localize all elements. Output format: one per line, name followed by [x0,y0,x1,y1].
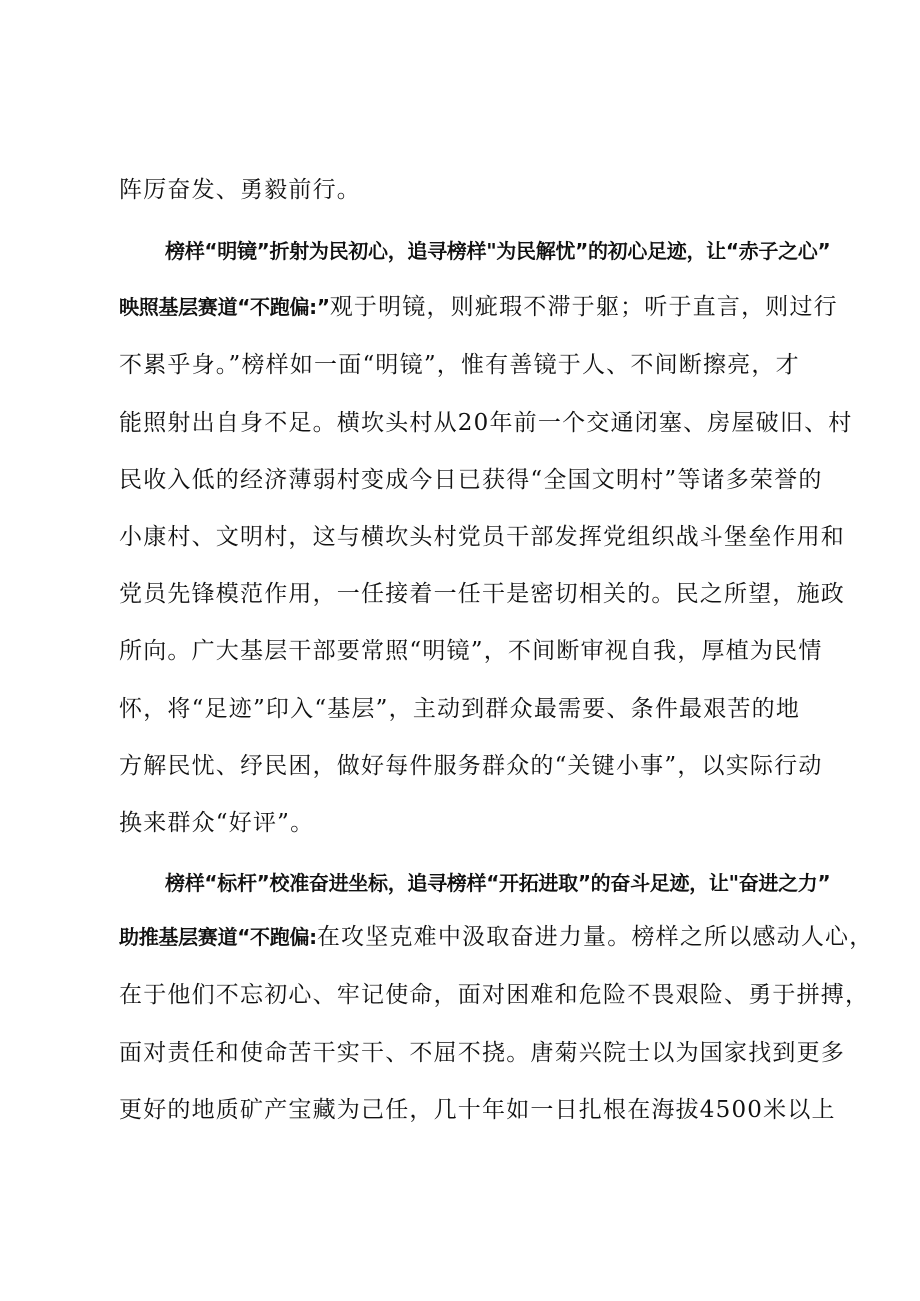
paragraph-1-line-4: 能照射出自身不足。横坎头村从20年前一个交通闭塞、房屋破旧、村 [119,410,853,436]
paragraph-1-line-2-text: 观于明镜，则疵瑕不滞于躯；听于直言，则过行 [329,294,838,320]
paragraph-2-line-2 [119,922,874,952]
paragraph-1-line-5: 民收入低的经济薄弱村变成今日已获得“全国文明村”等诸多荣誉的 [119,467,823,493]
paragraph-2-line-2-text: 在攻坚克难中汲取奋进力量。榜样之所以感动人心， [316,924,874,950]
paragraph-1-line-8: 所向。广大基层干部要常照“明镜”，不间断审视自我，厚植为民情 [119,638,823,664]
paragraph-1-heading-tail: 映照基层赛道“不跑偏:” [119,295,330,319]
paragraph-1-line-3: 不累乎身。”榜样如一面“明镜”，惟有善镜于人、不间断擦亮，才 [119,352,800,378]
paragraph-2-line-4: 面对责任和使命苦干实干、不屈不挠。唐菊兴院士以为国家找到更多 [119,1040,845,1066]
paragraph-1-line-2 [119,292,838,322]
paragraph-2-heading-line: 榜样“标杆”校准奋进坐标，追寻榜样“开拓进取”的奋斗足迹，让"奋进之力” [165,871,831,895]
paragraph-0-line-1: 阵厉奋发、勇毅前行。 [119,177,361,203]
paragraph-1-line-10: 方解民忧、纾民困，做好每件服务群众的“关键小事”，以实际行动 [119,753,823,779]
paragraph-2-line-3: 在于他们不忘初心、牢记使命，面对困难和危险不畏艰险、勇于拼搏， [119,982,870,1008]
paragraph-1-line-6: 小康村、文明村，这与横坎头村党员干部发挥党组织战斗堡垒作用和 [119,524,845,550]
paragraph-2-heading-tail: 助推基层赛道“不跑偏: [119,925,317,949]
paragraph-1-heading-line: 榜样“明镜”折射为民初心，追寻榜样"为民解忧”的初心足迹，让“赤子之心” [165,239,831,263]
paragraph-2-line-5: 更好的地质矿产宝藏为己任，几十年如一日扎根在海拔4500米以上 [119,1097,836,1123]
paragraph-1-line-11: 换来群众“好评”。 [119,810,315,836]
paragraph-1-line-7: 党员先锋模范作用，一任接着一任干是密切相关的。民之所望，施政 [119,581,845,607]
paragraph-1-line-9: 怀，将“足迹”印入“基层”，主动到群众最需要、条件最艰苦的地 [119,696,801,722]
